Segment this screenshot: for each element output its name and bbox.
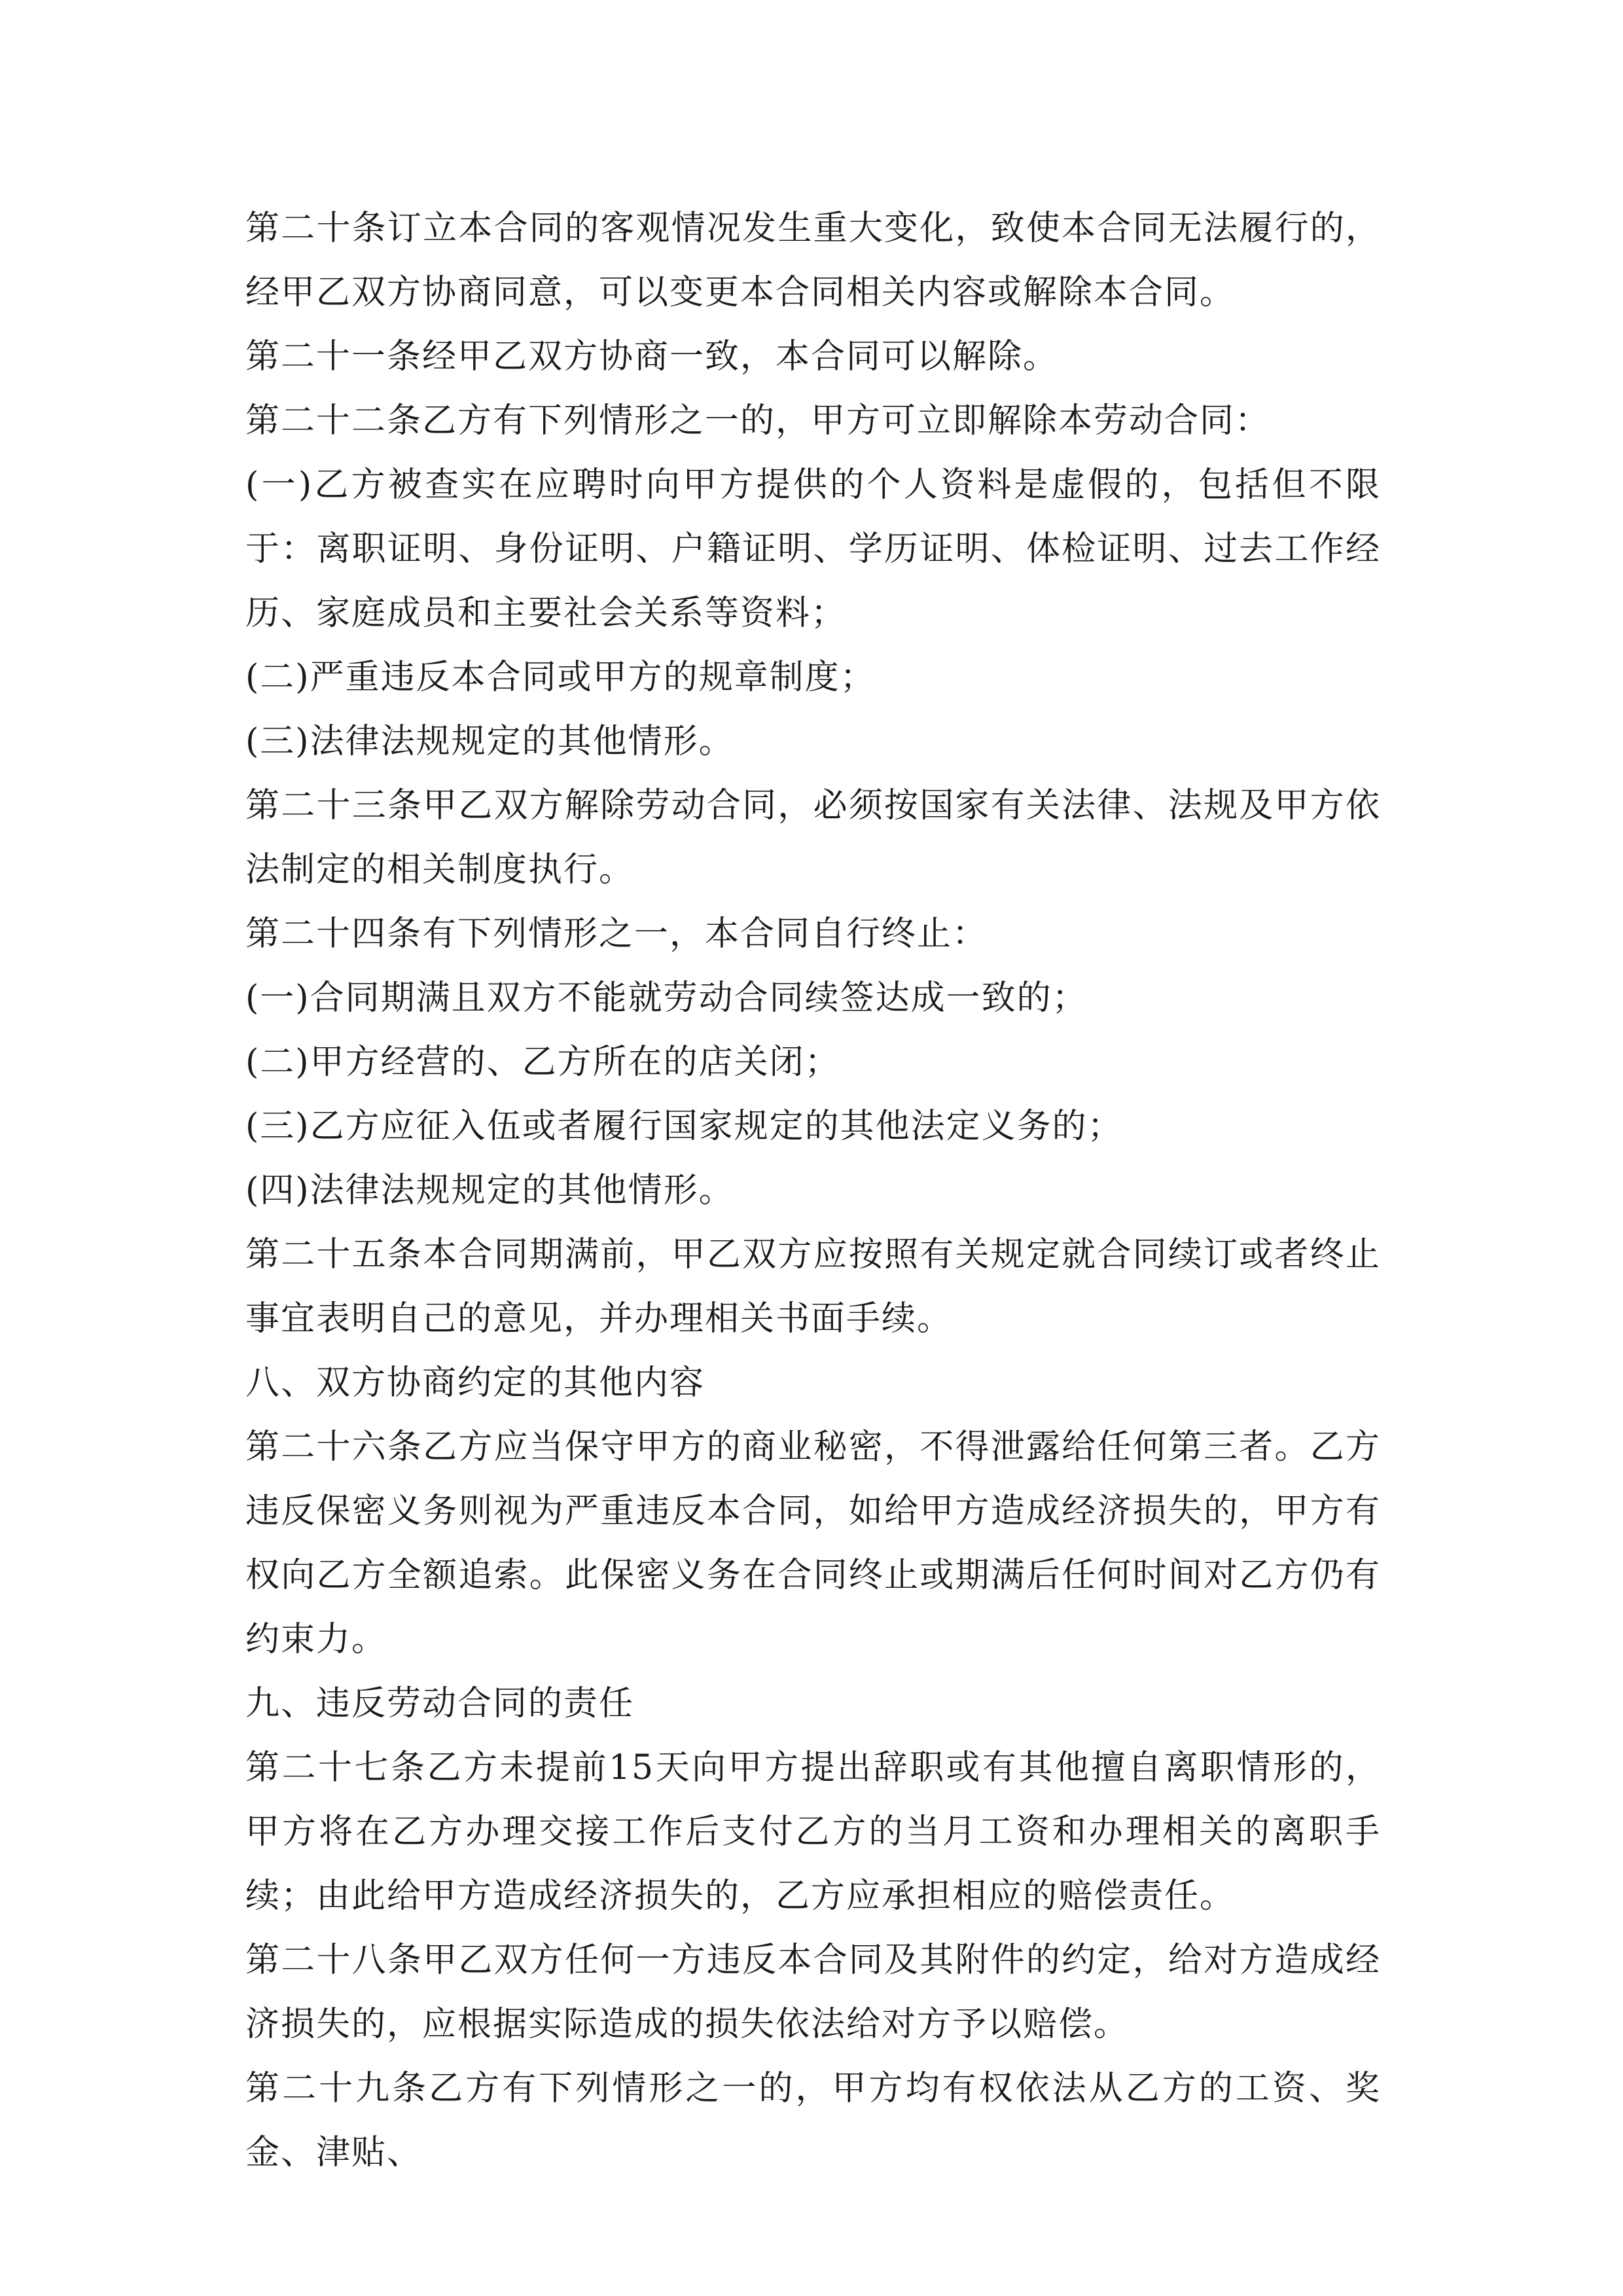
paragraph-article-29: 第二十九条乙方有下列情形之一的，甲方均有权依法从乙方的工资、奖金、津贴、 (245, 2069, 1381, 2172)
paragraph-article-22: 第二十二条乙方有下列情形之一的，甲方可立即解除本劳动合同： (245, 401, 1271, 440)
paragraph-article-24-item-1: (一)合同期满且双方不能就劳动合同续签达成一致的； (245, 978, 1088, 1018)
paragraph-article-28: 第二十八条甲乙双方任何一方违反本合同及其附件的约定，给对方造成经济损失的，应根据实际造成的损失依法给对方予以赔偿。 (245, 1941, 1381, 2044)
paragraph-article-20: 第二十条订立本合同的客观情况发生重大变化，致使本合同无法履行的，经甲乙双方协商同意，可以变更本合同相关内容或解除本合同。 (245, 209, 1381, 312)
paragraph-article-26: 第二十六条乙方应当保守甲方的商业秘密，不得泄露给任何第三者。乙方违反保密义务则视为严重违反本合同，如给甲方造成经济损失的，甲方有权向乙方全额追索。此保密义务在合同终止或期满后任何时间对乙方仍有约束力。 (245, 1427, 1381, 1659)
paragraph-article-22-item-2: (二)严重违反本合同或甲方的规章制度； (245, 658, 876, 697)
paragraph-article-24: 第二十四条有下列情形之一，本合同自行终止： (245, 914, 988, 954)
paragraph-article-24-item-2: (二)甲方经营的、乙方所在的店关闭； (245, 1043, 840, 1082)
section-heading-9: 九、违反劳动合同的责任 (245, 1684, 635, 1723)
paragraph-article-24-item-4: (四)法律法规规定的其他情形。 (245, 1171, 734, 1210)
document-body (245, 196, 1381, 2185)
paragraph-article-22-item-1: (一)乙方被查实在应聘时向甲方提供的个人资料是虚假的，包括但不限于：离职证明、身份证明、户籍证明、学历证明、体检证明、过去工作经历、家庭成员和主要社会关系等资料； (245, 465, 1381, 633)
paragraph-article-27: 第二十七条乙方未提前15天向甲方提出辞职或有其他擅自离职情形的，甲方将在乙方办理交接工作后支付乙方的当月工资和办理相关的离职手续；由此给甲方造成经济损失的，乙方应承担相应的赔偿责任。 (245, 1748, 1381, 1916)
paragraph-article-24-item-3: (三)乙方应征入伍或者履行国家规定的其他法定义务的； (245, 1107, 1123, 1146)
paragraph-article-22-item-3: (三)法律法规规定的其他情形。 (245, 722, 734, 761)
section-heading-8: 八、双方协商约定的其他内容 (245, 1363, 705, 1403)
paragraph-article-25: 第二十五条本合同期满前，甲乙双方应按照有关规定就合同续订或者终止事宜表明自己的意见，并办理相关书面手续。 (245, 1235, 1381, 1338)
paragraph-article-23: 第二十三条甲乙双方解除劳动合同，必须按国家有关法律、法规及甲方依法制定的相关制度执行。 (245, 786, 1381, 889)
paragraph-article-21: 第二十一条经甲乙双方协商一致，本合同可以解除。 (245, 337, 1059, 376)
